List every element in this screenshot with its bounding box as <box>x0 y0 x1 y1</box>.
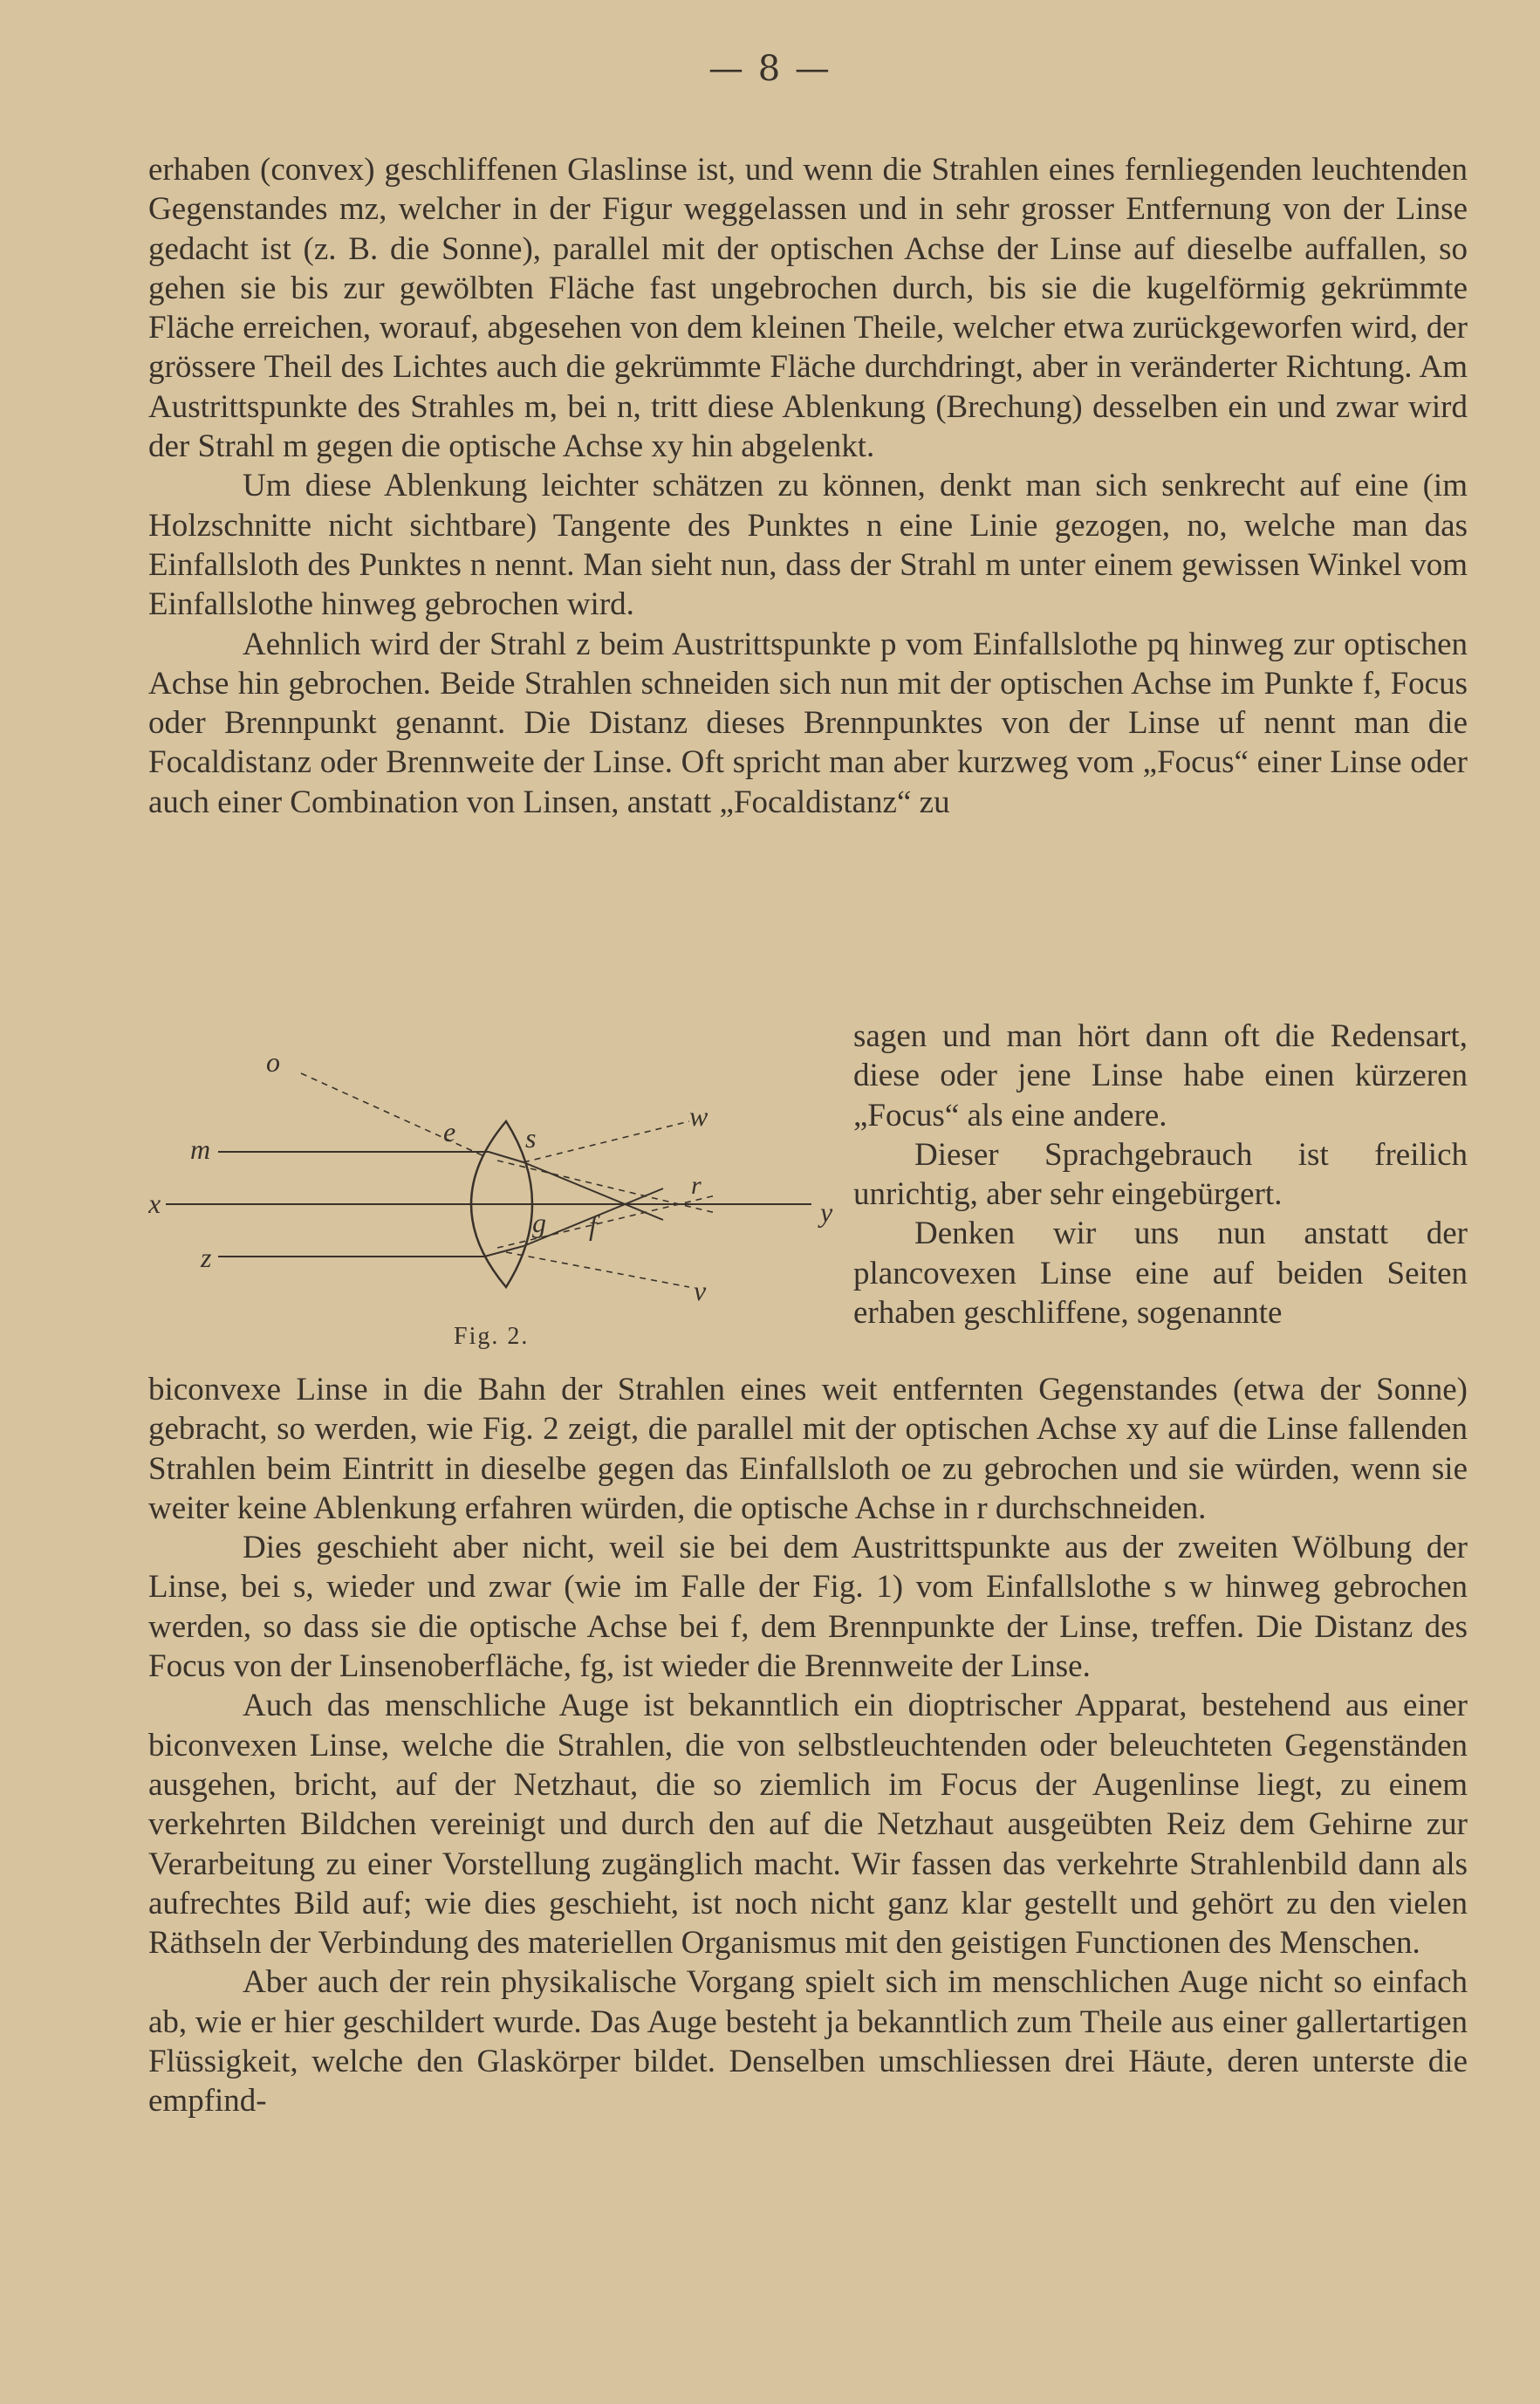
label-v: v <box>694 1275 707 1306</box>
label-r: r <box>691 1171 702 1200</box>
text-block-bottom <box>148 1370 1468 2121</box>
lens-diagram-fig-2 <box>148 1038 838 1361</box>
paragraph: Aehnlich wird der Strahl z beim Austrittspunkte p vom Einfallslothe pq hinweg zur optischen Achse hin gebrochen. Beide Strahlen schneiden sich nun mit der optischen Achse im Punkte f, Focus oder Brennpunkt genannt. Die Distanz dieses Brennpunktes von der Linse uf nennt man die Focaldistanz oder Brennweite der Linse. Oft spricht man aber kurzweg vom „Focus“ einer Linse oder auch einer Combination von Linsen, anstatt „Focaldistanz“ zu <box>148 626 1468 820</box>
label-w: w <box>689 1100 708 1132</box>
paragraph: Um diese Ablenkung leichter schätzen zu können, denkt man sich senkrecht auf eine (im Holzschnitte nicht sichtbare) Tangente des Punktes n eine Linie gezogen, no, welche man das Einfallsloth des Punktes n nennt. Man sieht nun, dass der Strahl m unter einem gewissen Winkel vom Einfallslothe hinweg gebrochen wird. <box>148 468 1468 623</box>
label-z: z <box>201 1242 212 1273</box>
page-number: — 8 — <box>708 49 832 89</box>
figure-caption: Fig. 2. <box>454 1323 530 1350</box>
label-s: s <box>525 1122 537 1154</box>
paragraph: Aber auch der rein physikalische Vorgang spielt sich im menschlichen Auge nicht so einfach ab, wie er hier geschildert wurde. Das Auge besteht ja bekanntlich zum Theile aus einer gallertartigen Flüssigkeit, welche den Glaskörper bildet. Denselben umschliessen drei Häute, deren unterste die empfind- <box>148 1964 1468 2120</box>
paragraph: sagen und man hört dann oft die Redensart, diese oder jene Linse habe einen kürzeren „Focus“ als eine andere. <box>853 1018 1468 1134</box>
paragraph: Dies geschieht aber nicht, weil sie bei dem Austrittspunkte aus der zweiten Wölbung der Linse, bei s, wieder und zwar (wie im Falle der Fig. 1) vom Einfallslothe s w hinweg gebrochen werden, so dass sie die optische Achse bei f, dem Brennpunkte der Linse, treffen. Die Distanz des Focus von der Linsenoberfläche, fg, ist wieder die Brennweite der Linse. <box>148 1530 1468 1685</box>
label-g: g <box>532 1207 546 1238</box>
paragraph: Dieser Sprachgebrauch ist freilich unrichtig, aber sehr eingebürgert. <box>853 1136 1468 1213</box>
normal-s-w <box>524 1121 689 1162</box>
normal-o-e <box>301 1073 484 1156</box>
label-y: y <box>820 1196 833 1228</box>
paragraph: erhaben (convex) geschliffenen Glaslinse ist, und wenn die Strahlen eines fernliegenden leuchtenden Gegenstandes mz, welcher in der Figur weggelassen und in sehr grosser Entfernung von der Linse gedacht ist (z. B. die Sonne), parallel mit der optischen Achse der Linse auf dieselbe auffallen, so gehen sie bis zur gewölbten Fläche fast ungebrochen durch, bis sie die kugelförmig gekrümmte Fläche erreichen, worauf, abgesehen von dem kleinen Theile, welcher etwa zurückgeworfen wird, der grössere Theil des Lichtes auch die gekrümmte Fläche durchdringt, aber in veränderter Richtung. Am Austrittspunkte des Strahles m, bei n, tritt diese Ablenkung (Brechung) desselben ein und zwar wird der Strahl m gegen die optische Achse xy hin abgelenkt. <box>148 152 1468 465</box>
label-e: e <box>443 1116 456 1147</box>
paragraph: Auch das menschliche Auge ist bekanntlich ein dioptrischer Apparat, bestehend aus einer biconvexen Linse, welche die Strahlen, die von selbstleuchtenden oder beleuchteten Gegenständen ausgehen, bricht, auf der Netzhaut, die so ziemlich im Focus der Augenlinse liegt, zu einem verkehrten Bildchen vereinigt und durch den auf die Netzhaut ausgeübten Reiz dem Gehirne zur Verarbeitung zu einer Vorstellung zugänglich macht. Wir fassen das verkehrte Strahlenbild dann als aufrechtes Bild auf; wie dies geschieht, ist noch nicht ganz klar gestellt und gehört zu den vielen Räthseln der Verbindung des materiellen Organismus mit den geistigen Functionen des Menschen. <box>148 1688 1468 1962</box>
ray-m-inside <box>489 1152 524 1162</box>
text-block-top <box>148 150 1468 822</box>
label-m: m <box>190 1134 211 1165</box>
label-o: o <box>266 1046 280 1078</box>
label-f: f <box>589 1209 597 1241</box>
normal-v <box>506 1252 689 1287</box>
paragraph: Denken wir uns nun anstatt der plancovexen Linse eine auf beiden Seiten erhaben geschliffene, sogenannte <box>853 1216 1468 1332</box>
paragraph: biconvexe Linse in die Bahn der Strahlen eines weit entfernten Gegenstandes (etwa der Sonne) gebracht, so werden, wie Fig. 2 zeigt, die parallel mit der optischen Achse xy auf die Linse fallenden Strahlen beim Eintritt in dieselbe gegen das Einfallsloth oe zu gebrochen und sie würden, wenn sie weiter keine Ablenkung erfahren würden, die optische Achse in r durchschneiden. <box>148 1372 1468 1526</box>
label-x: x <box>148 1188 161 1219</box>
text-block-beside-figure <box>853 1017 1468 1332</box>
